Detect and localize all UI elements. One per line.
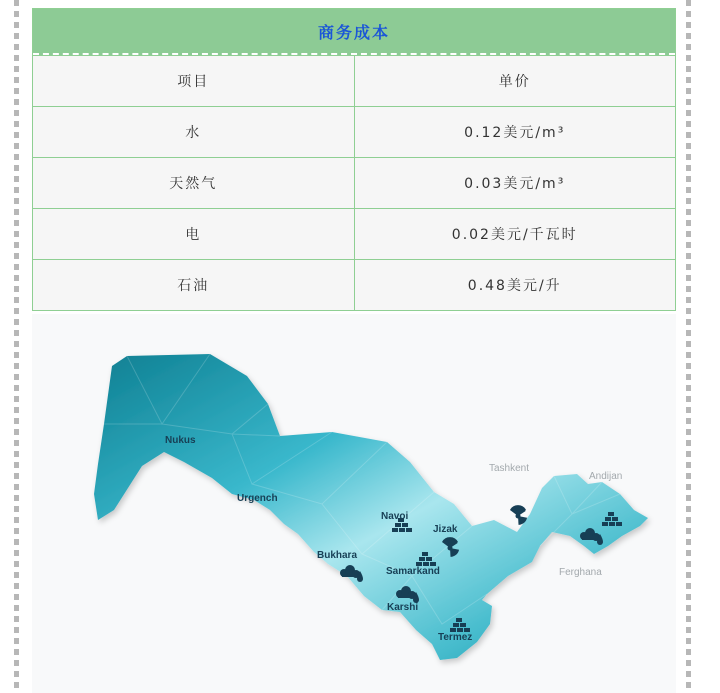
table-title: 商务成本: [33, 9, 675, 55]
left-dashed-border: [14, 0, 19, 693]
business-cost-table: [32, 8, 676, 311]
right-dashed-border: [686, 0, 691, 693]
row-price-gas: 0.03美元/m³: [354, 158, 676, 208]
city-label-bukhara: Bukhara: [317, 550, 358, 561]
table-row: [33, 106, 675, 157]
city-label-nukus: Nukus: [165, 435, 196, 446]
row-price-oil: 0.48美元/升: [354, 260, 676, 310]
city-label-navoi: Navoi: [381, 511, 409, 522]
header-price: 单价: [354, 56, 676, 106]
row-price-electricity: 0.02美元/千瓦时: [354, 209, 676, 259]
city-label-urgench: Urgench: [237, 493, 278, 504]
city-label-termez: Termez: [438, 632, 473, 643]
city-label-tashkent: Tashkent: [489, 463, 530, 474]
row-item-oil: 石油: [177, 278, 210, 294]
row-price-water: 0.12美元/m³: [354, 107, 676, 157]
country-shape: [94, 354, 648, 660]
row-item-gas: 天然气: [169, 176, 218, 192]
city-label-ferghana: Ferghana: [559, 567, 602, 578]
table-row: [33, 259, 675, 310]
header-item: 项目: [177, 74, 210, 90]
row-item-electricity: 电: [185, 227, 202, 243]
row-item-water: 水: [185, 125, 202, 141]
city-label-samarkand: Samarkand: [386, 566, 440, 577]
city-label-karshi: Karshi: [387, 602, 419, 613]
city-label-andijan: Andijan: [589, 471, 623, 482]
uzbekistan-resource-map: [32, 314, 676, 693]
table-header-row: [33, 55, 675, 106]
table-row: [33, 157, 675, 208]
map-graphic: [32, 314, 676, 693]
table-row: [33, 208, 675, 259]
city-label-jizak: Jizak: [433, 524, 458, 535]
